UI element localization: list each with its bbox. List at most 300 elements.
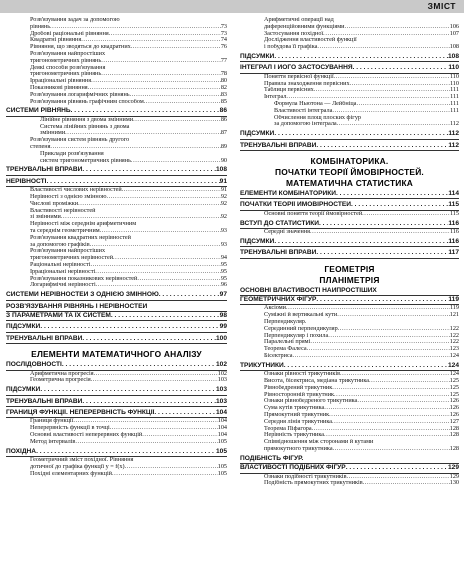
dot-leader [125, 464, 218, 471]
dot-leader [310, 339, 449, 346]
toc-page-number: 104 [217, 431, 227, 438]
toc-entry-title: Сума кутів трикутника [264, 405, 325, 412]
toc-entry-title: ПОСЛІДОВНОСТІ [6, 361, 62, 369]
toc-page-number: 104 [217, 418, 227, 425]
dot-leader [75, 439, 217, 446]
toc-entry-title: Інтеграл [264, 94, 287, 101]
dot-leader [142, 432, 217, 439]
toc-page-number: 116 [448, 237, 459, 245]
toc-page-number: 108 [447, 52, 459, 60]
toc-entry-title: Система лінійних рівнянь з двома [40, 123, 130, 130]
dot-leader [324, 432, 450, 439]
dot-leader [144, 99, 221, 106]
toc-entry-title: і побудова її графіка [264, 44, 318, 51]
toc-entry-title: Лінійне рівняння з двома змінними [40, 116, 134, 123]
toc-entry [240, 121, 459, 128]
toc-page-number: 112 [448, 141, 459, 149]
toc-entry [240, 385, 459, 392]
toc-page-number: 112 [448, 130, 459, 138]
dot-leader [137, 276, 220, 283]
toc-entry-title: Метод інтервалів [30, 438, 76, 445]
dot-leader [109, 31, 221, 38]
dot-leader [336, 190, 448, 198]
dot-leader [154, 409, 216, 417]
toc-page-number: 86 [219, 107, 227, 115]
toc-entry-title: Серединний перпендикуляр [264, 325, 338, 332]
toc-entry-title: ПОХІДНА [6, 447, 37, 455]
toc-page-number: 124 [447, 361, 459, 369]
dot-leader [333, 446, 450, 453]
toc-page-number: 73 [220, 30, 227, 37]
toc-entry-title: Теорема Фалеса [264, 346, 307, 353]
dot-leader [81, 37, 221, 44]
dot-leader [293, 353, 450, 360]
toc-page-number: 122 [449, 339, 459, 346]
toc-entry-title: степеня [30, 143, 51, 150]
dot-leader [159, 291, 220, 299]
toc-section-heading [6, 303, 227, 312]
dot-leader [307, 346, 450, 353]
toc-page-number: 127 [449, 418, 459, 425]
toc-entry-title: ПОДІБНІСТЬ ФІГУР. [240, 454, 304, 462]
toc-entry-title: Формула Ньютона — Лейбніца [274, 100, 357, 107]
toc-page-number: 99 [219, 323, 227, 331]
part-heading: ГЕОМЕТРІЯ [324, 263, 375, 274]
toc-page-number: 102 [215, 361, 227, 369]
dot-leader [274, 238, 448, 246]
toc-section-heading [240, 287, 459, 296]
toc-entry-title: Основні властивості неперервних функцій [30, 431, 143, 438]
toc-entry-title: СИСТЕМИ РІВНЯНЬ [6, 107, 71, 115]
dot-leader [36, 448, 216, 456]
toc-entry-title: ВСТУП ДО СТАТИСТИКИ [240, 219, 320, 227]
dot-leader [334, 74, 450, 81]
dot-leader [91, 78, 221, 85]
dot-leader [50, 144, 220, 151]
toc-page-number: 95 [220, 275, 227, 282]
toc-entry-title: ТРЕНУВАЛЬНІ ВПРАВИ [6, 334, 83, 342]
dot-leader [332, 419, 450, 426]
toc-entry [6, 248, 227, 255]
dot-leader [111, 312, 220, 320]
dot-leader [351, 201, 448, 209]
toc-page-number: 95 [220, 261, 227, 268]
toc-page-number: 130 [449, 480, 459, 487]
dot-leader [71, 107, 220, 115]
toc-page-number: 125 [449, 391, 459, 398]
dot-leader [334, 392, 450, 399]
toc-page-number: 90 [220, 157, 227, 164]
dot-leader [101, 71, 221, 78]
dot-leader [350, 81, 450, 88]
toc-section-heading [240, 64, 459, 73]
dot-leader [131, 158, 221, 165]
dot-leader [90, 242, 221, 249]
toc-entry-title: ПІДСУМКИ [240, 52, 275, 60]
toc-entry-title: ТРЕНУВАЛЬНІ ВПРАВИ [6, 166, 83, 174]
toc-page-number: 100 [215, 334, 227, 342]
toc-entry [6, 262, 227, 269]
toc-entry [6, 24, 227, 31]
toc-page-number: 121 [449, 312, 459, 319]
toc-entry-title: Геометрична прогресія [30, 377, 91, 384]
toc-page-number: 128 [449, 432, 459, 439]
toc-entry [6, 187, 227, 194]
toc-section-heading [6, 386, 227, 395]
toc-entry-title: Середня лінія трикутника [264, 418, 332, 425]
toc-section-heading [240, 142, 459, 151]
toc-entry-title: Рівняння, що зводяться до квадратних [30, 44, 131, 51]
toc-entry [6, 255, 227, 262]
toc-left-column [6, 17, 227, 477]
toc-page-number: 129 [449, 473, 459, 480]
toc-entry-title: Показникові рівняння [30, 84, 88, 91]
toc-page-number: 86 [220, 116, 227, 123]
dot-leader [94, 371, 218, 378]
toc-entry [240, 392, 459, 399]
dot-leader [284, 362, 448, 370]
toc-section-heading [240, 130, 459, 139]
toc-entry-title: Ознаки подібності трикутників [264, 473, 347, 480]
toc-entry-title: Деякі способи розв'язування [30, 64, 106, 71]
toc-entry [6, 432, 227, 439]
toc-entry-title: Властивості нерівностей [30, 207, 96, 214]
dot-leader [131, 44, 221, 51]
toc-entry-title: прямокутного трикутника [264, 445, 333, 452]
toc-page-number: 80 [220, 78, 227, 85]
dot-leader [329, 412, 450, 419]
toc-page-number: 94 [220, 255, 227, 262]
toc-entry [6, 242, 227, 249]
toc-entry-title: ГЕОМЕТРИЧНИХ ФІГУР [240, 296, 317, 304]
toc-page-number: 105 [217, 463, 227, 470]
toc-page-number: 89 [220, 143, 227, 150]
page-header [0, 0, 464, 13]
toc-page-number: 82 [220, 84, 227, 91]
toc-entry-title: та середнім геометричним [30, 227, 100, 234]
toc-entry [240, 405, 459, 412]
toc-entry-title: Подібність прямокутних трикутників [264, 480, 363, 487]
dot-leader [337, 121, 450, 128]
dot-leader [310, 229, 450, 236]
toc-page-number: 87 [220, 130, 227, 137]
dot-leader [96, 282, 221, 289]
toc-page-number: 92 [220, 193, 227, 200]
dot-leader [346, 464, 448, 472]
dot-leader [122, 187, 221, 194]
dot-leader [61, 214, 221, 221]
toc-entry-title: Таблиця первісних [264, 87, 314, 94]
toc-entry [240, 398, 459, 405]
toc-page-number: 108 [215, 166, 227, 174]
toc-entry-title: Бісектриса [264, 353, 293, 359]
dot-leader [347, 474, 450, 481]
toc-page-number: 128 [449, 445, 459, 452]
toc-entry [6, 85, 227, 92]
toc-page-number: 111 [450, 100, 459, 107]
toc-entry-title: Нерівності з однією змінною [30, 193, 107, 200]
toc-entry-title: Похідні елементарних функцій [30, 470, 112, 477]
toc-entry [240, 378, 459, 385]
toc-entry-title: Рівносторонній трикутник [264, 391, 335, 398]
toc-section-heading [6, 409, 227, 418]
toc-page-number: 126 [449, 398, 459, 405]
toc-entry-title: диференційовними функціями [264, 23, 345, 30]
toc-entry [6, 124, 227, 131]
toc-page-number: 106 [449, 23, 459, 30]
toc-entry [6, 276, 227, 283]
toc-entry-title: Рівнобедрений трикутник [264, 384, 333, 391]
toc-entry-title: Арифметичні операції над [264, 17, 334, 23]
toc-page-number: 102 [217, 370, 227, 377]
dot-leader [133, 117, 221, 124]
toc-entry [240, 87, 459, 94]
dot-leader [337, 312, 450, 319]
toc-section-heading [240, 296, 459, 305]
part-heading: ЕЛЕМЕНТИ МАТЕМАТИЧНОГО АНАЛІЗУ [31, 349, 202, 360]
dot-leader [62, 361, 216, 369]
dot-leader [274, 130, 448, 138]
toc-entry [240, 312, 459, 319]
dot-leader [274, 53, 448, 61]
toc-entry-title: ПІДСУМКИ [240, 237, 275, 245]
toc-entry-title: Властивості числових нерівностей [30, 187, 122, 194]
dot-leader [340, 371, 450, 378]
toc-entry-title: тригонометричних нерівностей [30, 255, 114, 262]
toc-entry [240, 474, 459, 481]
toc-page-number: 124 [449, 353, 459, 359]
toc-entry [240, 229, 459, 236]
toc-entry [6, 137, 227, 144]
dot-leader [286, 94, 450, 101]
dot-leader [323, 31, 450, 38]
dot-leader [82, 335, 216, 343]
toc-entry-title: Поняття первісної функції [264, 73, 334, 80]
toc-page-number: 111 [450, 94, 459, 101]
toc-entry [6, 151, 227, 158]
toc-entry [6, 117, 227, 124]
toc-entry [6, 31, 227, 38]
toc-entry [6, 464, 227, 471]
toc-page-number: 126 [449, 411, 459, 418]
toc-entry [6, 269, 227, 276]
toc-page-number: 114 [448, 189, 459, 197]
dot-leader [324, 405, 449, 412]
toc-entry-title: систем тригонометричних рівнянь [40, 157, 131, 164]
toc-section-heading [240, 455, 459, 464]
toc-page-number: 111 [450, 87, 459, 94]
dot-leader [317, 44, 449, 51]
toc-page-number: 115 [449, 210, 459, 217]
dot-leader [82, 398, 216, 406]
toc-entry-title: Дослідження властивостей функції [264, 37, 357, 44]
dot-leader [95, 269, 221, 276]
toc-section-heading [240, 249, 459, 258]
toc-section-heading [240, 220, 459, 229]
toc-entry-title: Застосування похідної [264, 30, 324, 37]
toc-page-number: 110 [449, 73, 459, 80]
toc-entry-title: Неперервність функції в точці [30, 425, 110, 432]
toc-entry [240, 31, 459, 38]
toc-entry [240, 432, 459, 439]
toc-page-number: 76 [220, 44, 227, 51]
part-heading: ПЛАНІМЕТРІЯ [319, 274, 380, 285]
toc-section-heading [240, 362, 459, 371]
toc-entry [240, 74, 459, 81]
toc-entry-title: ПІДСУМКИ [6, 386, 41, 394]
toc-entry [6, 71, 227, 78]
dot-leader [369, 378, 450, 385]
toc-entry [6, 51, 227, 58]
toc-entry-title: Раціональні нерівності [30, 261, 91, 268]
toc-page-number: 93 [220, 227, 227, 234]
toc-entry [6, 78, 227, 85]
dot-leader [353, 64, 449, 72]
toc-entry-title: Розв'язування рівнянь графічним способом [30, 98, 144, 105]
toc-page-number: 107 [449, 30, 459, 37]
toc-entry-title: ТРИКУТНИКИ [240, 361, 284, 369]
toc-page-number: 116 [449, 229, 459, 235]
dot-leader [130, 92, 221, 99]
toc-page-number: 128 [449, 425, 459, 432]
toc-entry [6, 425, 227, 432]
toc-entry [6, 418, 227, 425]
toc-entry [240, 326, 459, 333]
dot-leader [319, 220, 448, 228]
toc-section-heading [240, 238, 459, 247]
toc-page-number: 112 [449, 121, 459, 128]
toc-entry [240, 94, 459, 101]
toc-entry [6, 228, 227, 235]
toc-entry-title: Ірраціональні нерівності [30, 268, 96, 275]
toc-entry-title: З ПАРАМЕТРАМИ ТА ЇХ СИСТЕМ [6, 311, 111, 319]
toc-entry-title: Прямокутний трикутник [264, 411, 330, 418]
toc-entry [240, 305, 459, 312]
toc-entry [6, 92, 227, 99]
toc-entry-title: ІНТЕГРАЛ І ЙОГО ЗАСТОСУВАННЯ [240, 64, 353, 72]
toc-entry-title: ОСНОВНІ ВЛАСТИВОСТІ НАЙПРОСТІШИХ [240, 286, 377, 294]
toc-entry [6, 439, 227, 446]
toc-entry [240, 439, 459, 446]
toc-page-number: 117 [448, 249, 459, 257]
toc-page-number: 111 [450, 107, 459, 114]
toc-entry-title: рівнянь [30, 23, 51, 30]
toc-entry-title: Перпендикуляр. [264, 319, 307, 326]
toc-entry [240, 17, 459, 24]
toc-page-number: 98 [219, 311, 227, 319]
toc-section-heading [6, 398, 227, 407]
toc-entry [240, 211, 459, 218]
toc-page-number: 78 [220, 71, 227, 78]
dot-leader [312, 426, 450, 433]
dot-leader [345, 24, 450, 31]
dot-leader [314, 87, 450, 94]
dot-leader [78, 201, 221, 208]
dot-leader [357, 398, 449, 405]
toc-page-number: 105 [217, 438, 227, 445]
dot-leader [328, 333, 450, 340]
toc-entry-title: зі змінними [30, 214, 61, 221]
toc-entry-title: Логарифмічні нерівності [30, 282, 96, 289]
toc-entry [6, 282, 227, 289]
toc-page-number: 73 [220, 23, 227, 30]
toc-entry-title: Розв'язування найпростіших [30, 248, 106, 255]
toc-entry-title: Арифметична прогресія [30, 370, 94, 377]
toc-entry-title: НЕРІВНОСТІ [6, 177, 47, 185]
toc-page-number: 97 [219, 291, 227, 299]
toc-entry [240, 37, 459, 44]
toc-entry-title: ПІДСУМКИ [6, 323, 41, 331]
toc-entry [240, 24, 459, 31]
toc-entry-title: за допомогою інтеграла [274, 121, 337, 128]
toc-entry-title: Властивості інтеграла [274, 107, 333, 114]
toc-entry-title: дотичної до графіка функції y = f(x) [30, 463, 125, 470]
dot-leader [113, 255, 221, 262]
toc-entry [240, 446, 459, 453]
toc-entry-title: ЕЛЕМЕНТИ КОМБІНАТОРИКИ [240, 189, 336, 197]
toc-page-number: 129 [447, 464, 459, 472]
part-heading: МАТЕМАТИЧНА СТАТИСТИКА [285, 177, 414, 188]
dot-leader [356, 101, 450, 108]
toc-entry-title: Квадратні рівняння [30, 37, 82, 44]
toc-entry-title: Розв'язування найпростіших [30, 50, 106, 57]
toc-page-number: 103 [217, 377, 227, 384]
toc-page-number: 125 [449, 378, 459, 384]
toc-entry-title: Розв'язування квадратних нерівностей [30, 234, 131, 241]
toc-entry-title: Співвідношення між сторонами й кутами [264, 439, 374, 446]
toc-page-number: 119 [449, 305, 459, 312]
toc-page-number: 74 [220, 37, 227, 44]
dot-leader [101, 58, 221, 65]
toc-section-heading [6, 107, 227, 116]
toc-entry-title: СИСТЕМИ НЕРІВНОСТЕЙ З ОДНІЄЮ ЗМІННОЮ [6, 291, 159, 299]
toc-entry-title: Перпендикуляр і похила [264, 332, 329, 339]
toc-entry [240, 346, 459, 353]
toc-entry [6, 377, 227, 384]
toc-page-number: 103 [215, 386, 227, 394]
dot-leader [363, 480, 450, 487]
dot-leader [362, 211, 450, 218]
toc-entry-title: ПІДСУМКИ [240, 130, 275, 138]
toc-section-heading [6, 361, 227, 370]
toc-page-number: 96 [220, 282, 227, 289]
toc-entry [6, 371, 227, 378]
toc-entry-title: ГРАНИЦЯ ФУНКЦІЇ. НЕПЕРЕРВНІСТЬ ФУНКЦІЇ [6, 408, 155, 416]
part-heading: ПОЧАТКИ ТЕОРІЇ ЙМОВІРНОСТЕЙ. [275, 166, 424, 177]
toc-entry-title: Нерівності між середнім арифметичним [30, 221, 137, 228]
toc-section-heading [240, 190, 459, 199]
dot-leader [112, 471, 218, 478]
dot-leader [316, 296, 448, 304]
toc-entry [240, 371, 459, 378]
dot-leader [100, 228, 221, 235]
toc-entry-title: Висота, бісектриса, медіана трикутника [264, 378, 370, 384]
toc-entry [6, 17, 227, 24]
dot-leader [316, 142, 448, 150]
toc-page-number: 93 [220, 241, 227, 248]
toc-entry-title: Границя функції [30, 418, 74, 425]
dot-leader [332, 385, 450, 392]
toc-entry-title: Ознаки рівнобедреного трикутника [264, 398, 358, 405]
toc-section-heading [6, 323, 227, 332]
toc-page-number: 124 [449, 371, 459, 378]
dot-leader [106, 194, 220, 201]
toc-entry [240, 333, 459, 340]
toc-entry [240, 412, 459, 419]
page-header-title: ЗМІСТ [427, 1, 456, 11]
toc-section-heading [6, 178, 227, 187]
toc-page-number: 77 [220, 57, 227, 64]
